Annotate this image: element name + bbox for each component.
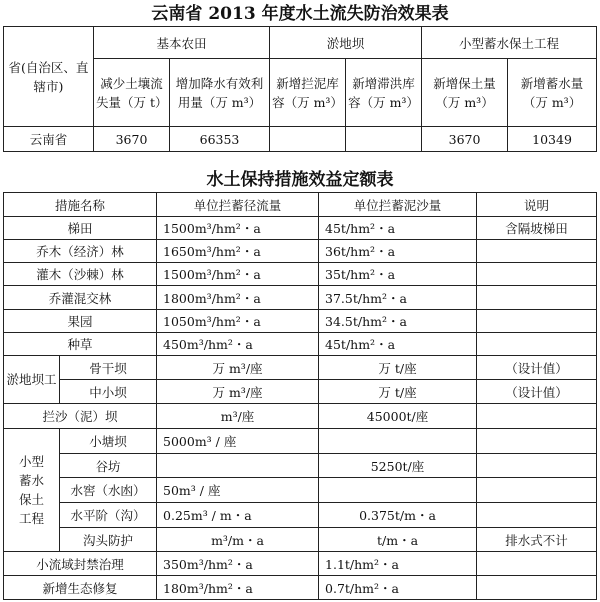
sediment-value: 万 t/座 (319, 380, 477, 404)
note-value (477, 404, 597, 429)
measure-name: 骨干坝 (60, 356, 157, 380)
runoff-value: 5000m³ / 座 (157, 429, 319, 454)
quota-table (3, 192, 597, 600)
sediment-value: 45t/hm²・a (319, 333, 477, 356)
runoff-value: 万 m³/座 (157, 380, 319, 404)
measure-name: 谷坊 (60, 454, 157, 478)
new-flood-capacity-cell (346, 127, 422, 152)
check-dam-header: 淤地坝 (270, 27, 422, 59)
note-value (477, 286, 597, 310)
note-value: （设计值） (477, 356, 597, 380)
measure-name: 小流域封禁治理 (4, 552, 157, 576)
table-row (4, 429, 597, 454)
reduce-loss-header: 减少土壤流失量（万 t） (94, 59, 170, 127)
sediment-value: 万 t/座 (319, 356, 477, 380)
measure-name: 乔木（经济）林 (4, 240, 157, 263)
measure-name: 水平阶（沟） (60, 503, 157, 528)
note-header: 说明 (477, 193, 597, 217)
measure-name: 拦沙（泥）坝 (4, 404, 157, 429)
sediment-value (319, 429, 477, 454)
measure-name: 小塘坝 (60, 429, 157, 454)
new-soil-header: 新增保土量（万 m³） (422, 59, 508, 127)
sediment-value: 0.7t/hm²・a (319, 576, 477, 600)
note-value: （设计值） (477, 380, 597, 404)
effect-table (3, 26, 597, 152)
note-value (477, 429, 597, 454)
measure-name: 乔灌混交林 (4, 286, 157, 310)
runoff-value: 1050m³/hm²・a (157, 310, 319, 333)
new-flood-capacity-header: 新增滞洪库容（万 m³） (346, 59, 422, 127)
runoff-value: m³/m・a (157, 528, 319, 552)
runoff-value: 50m³ / 座 (157, 478, 319, 503)
sediment-value: 35t/hm²・a (319, 263, 477, 286)
measure-name: 中小坝 (60, 380, 157, 404)
table-row (4, 127, 597, 152)
sediment-value: 45000t/座 (319, 404, 477, 429)
note-value (477, 576, 597, 600)
table-row (4, 576, 597, 600)
new-water-cell: 10349 (508, 127, 597, 152)
table1-title: 云南省 2013 年度水土流失防治效果表 (151, 4, 449, 24)
note-value (477, 240, 597, 263)
sediment-value: t/m・a (319, 528, 477, 552)
sediment-header: 单位拦蓄泥沙量 (319, 193, 477, 217)
note-value: 含隔坡梯田 (477, 217, 597, 240)
measure-name: 种草 (4, 333, 157, 356)
note-value (477, 454, 597, 478)
sediment-value: 36t/hm²・a (319, 240, 477, 263)
note-value (477, 503, 597, 528)
note-value (477, 333, 597, 356)
small-project-header: 小型蓄水保土工程 (422, 27, 597, 59)
table-row (4, 310, 597, 333)
new-mud-capacity-header: 新增拦泥库容（万 m³） (270, 59, 346, 127)
runoff-value: 万 m³/座 (157, 356, 319, 380)
new-mud-capacity-cell (270, 127, 346, 152)
basic-farmland-header: 基本农田 (94, 27, 270, 59)
note-value: 排水式不计 (477, 528, 597, 552)
table-row (4, 552, 597, 576)
table-row (4, 528, 597, 552)
region-cell: 云南省 (4, 127, 94, 152)
runoff-value (157, 454, 319, 478)
increase-use-header: 增加降水有效利用量（万 m³） (170, 59, 270, 127)
table-row (4, 454, 597, 478)
runoff-value: 450m³/hm²・a (157, 333, 319, 356)
region-header: 省(自治区、直辖市) (4, 27, 94, 127)
sediment-value: 37.5t/hm²・a (319, 286, 477, 310)
note-value (477, 478, 597, 503)
sediment-value: 1.1t/hm²・a (319, 552, 477, 576)
table-row (4, 333, 597, 356)
runoff-value: 1500m³/hm²・a (157, 263, 319, 286)
table2-title: 水土保持措施效益定额表 (206, 170, 394, 190)
runoff-value: 180m³/hm²・a (157, 576, 319, 600)
measure-name: 果园 (4, 310, 157, 333)
measure-name-header: 措施名称 (4, 193, 157, 217)
dam-group-label: 淤地坝工 (4, 356, 60, 404)
reduce-loss-cell: 3670 (94, 127, 170, 152)
note-value (477, 310, 597, 333)
table-row (4, 217, 597, 240)
note-value (477, 552, 597, 576)
new-soil-cell: 3670 (422, 127, 508, 152)
measure-name: 沟头防护 (60, 528, 157, 552)
table-row (4, 263, 597, 286)
table-row (4, 404, 597, 429)
runoff-value: 1500m³/hm²・a (157, 217, 319, 240)
table-row (4, 240, 597, 263)
runoff-value: 1800m³/hm²・a (157, 286, 319, 310)
sediment-value: 45t/hm²・a (319, 217, 477, 240)
table-row (4, 503, 597, 528)
measure-name: 灌木（沙棘）林 (4, 263, 157, 286)
runoff-value: m³/座 (157, 404, 319, 429)
measure-name: 水窖（水凼） (60, 478, 157, 503)
runoff-value: 0.25m³ / m・a (157, 503, 319, 528)
measure-name: 梯田 (4, 217, 157, 240)
measure-name: 新增生态修复 (4, 576, 157, 600)
table-row (4, 356, 597, 380)
runoff-value: 1650m³/hm²・a (157, 240, 319, 263)
sediment-value: 0.375t/m・a (319, 503, 477, 528)
table-row (4, 286, 597, 310)
table-row (4, 478, 597, 503)
small-project-group-label: 小型蓄水保土工程 (4, 429, 60, 552)
new-water-header: 新增蓄水量（万 m³） (508, 59, 597, 127)
table-row (4, 380, 597, 404)
increase-use-cell: 66353 (170, 127, 270, 152)
sediment-value: 34.5t/hm²・a (319, 310, 477, 333)
note-value (477, 263, 597, 286)
runoff-header: 单位拦蓄径流量 (157, 193, 319, 217)
sediment-value: 5250t/座 (319, 454, 477, 478)
sediment-value (319, 478, 477, 503)
runoff-value: 350m³/hm²・a (157, 552, 319, 576)
